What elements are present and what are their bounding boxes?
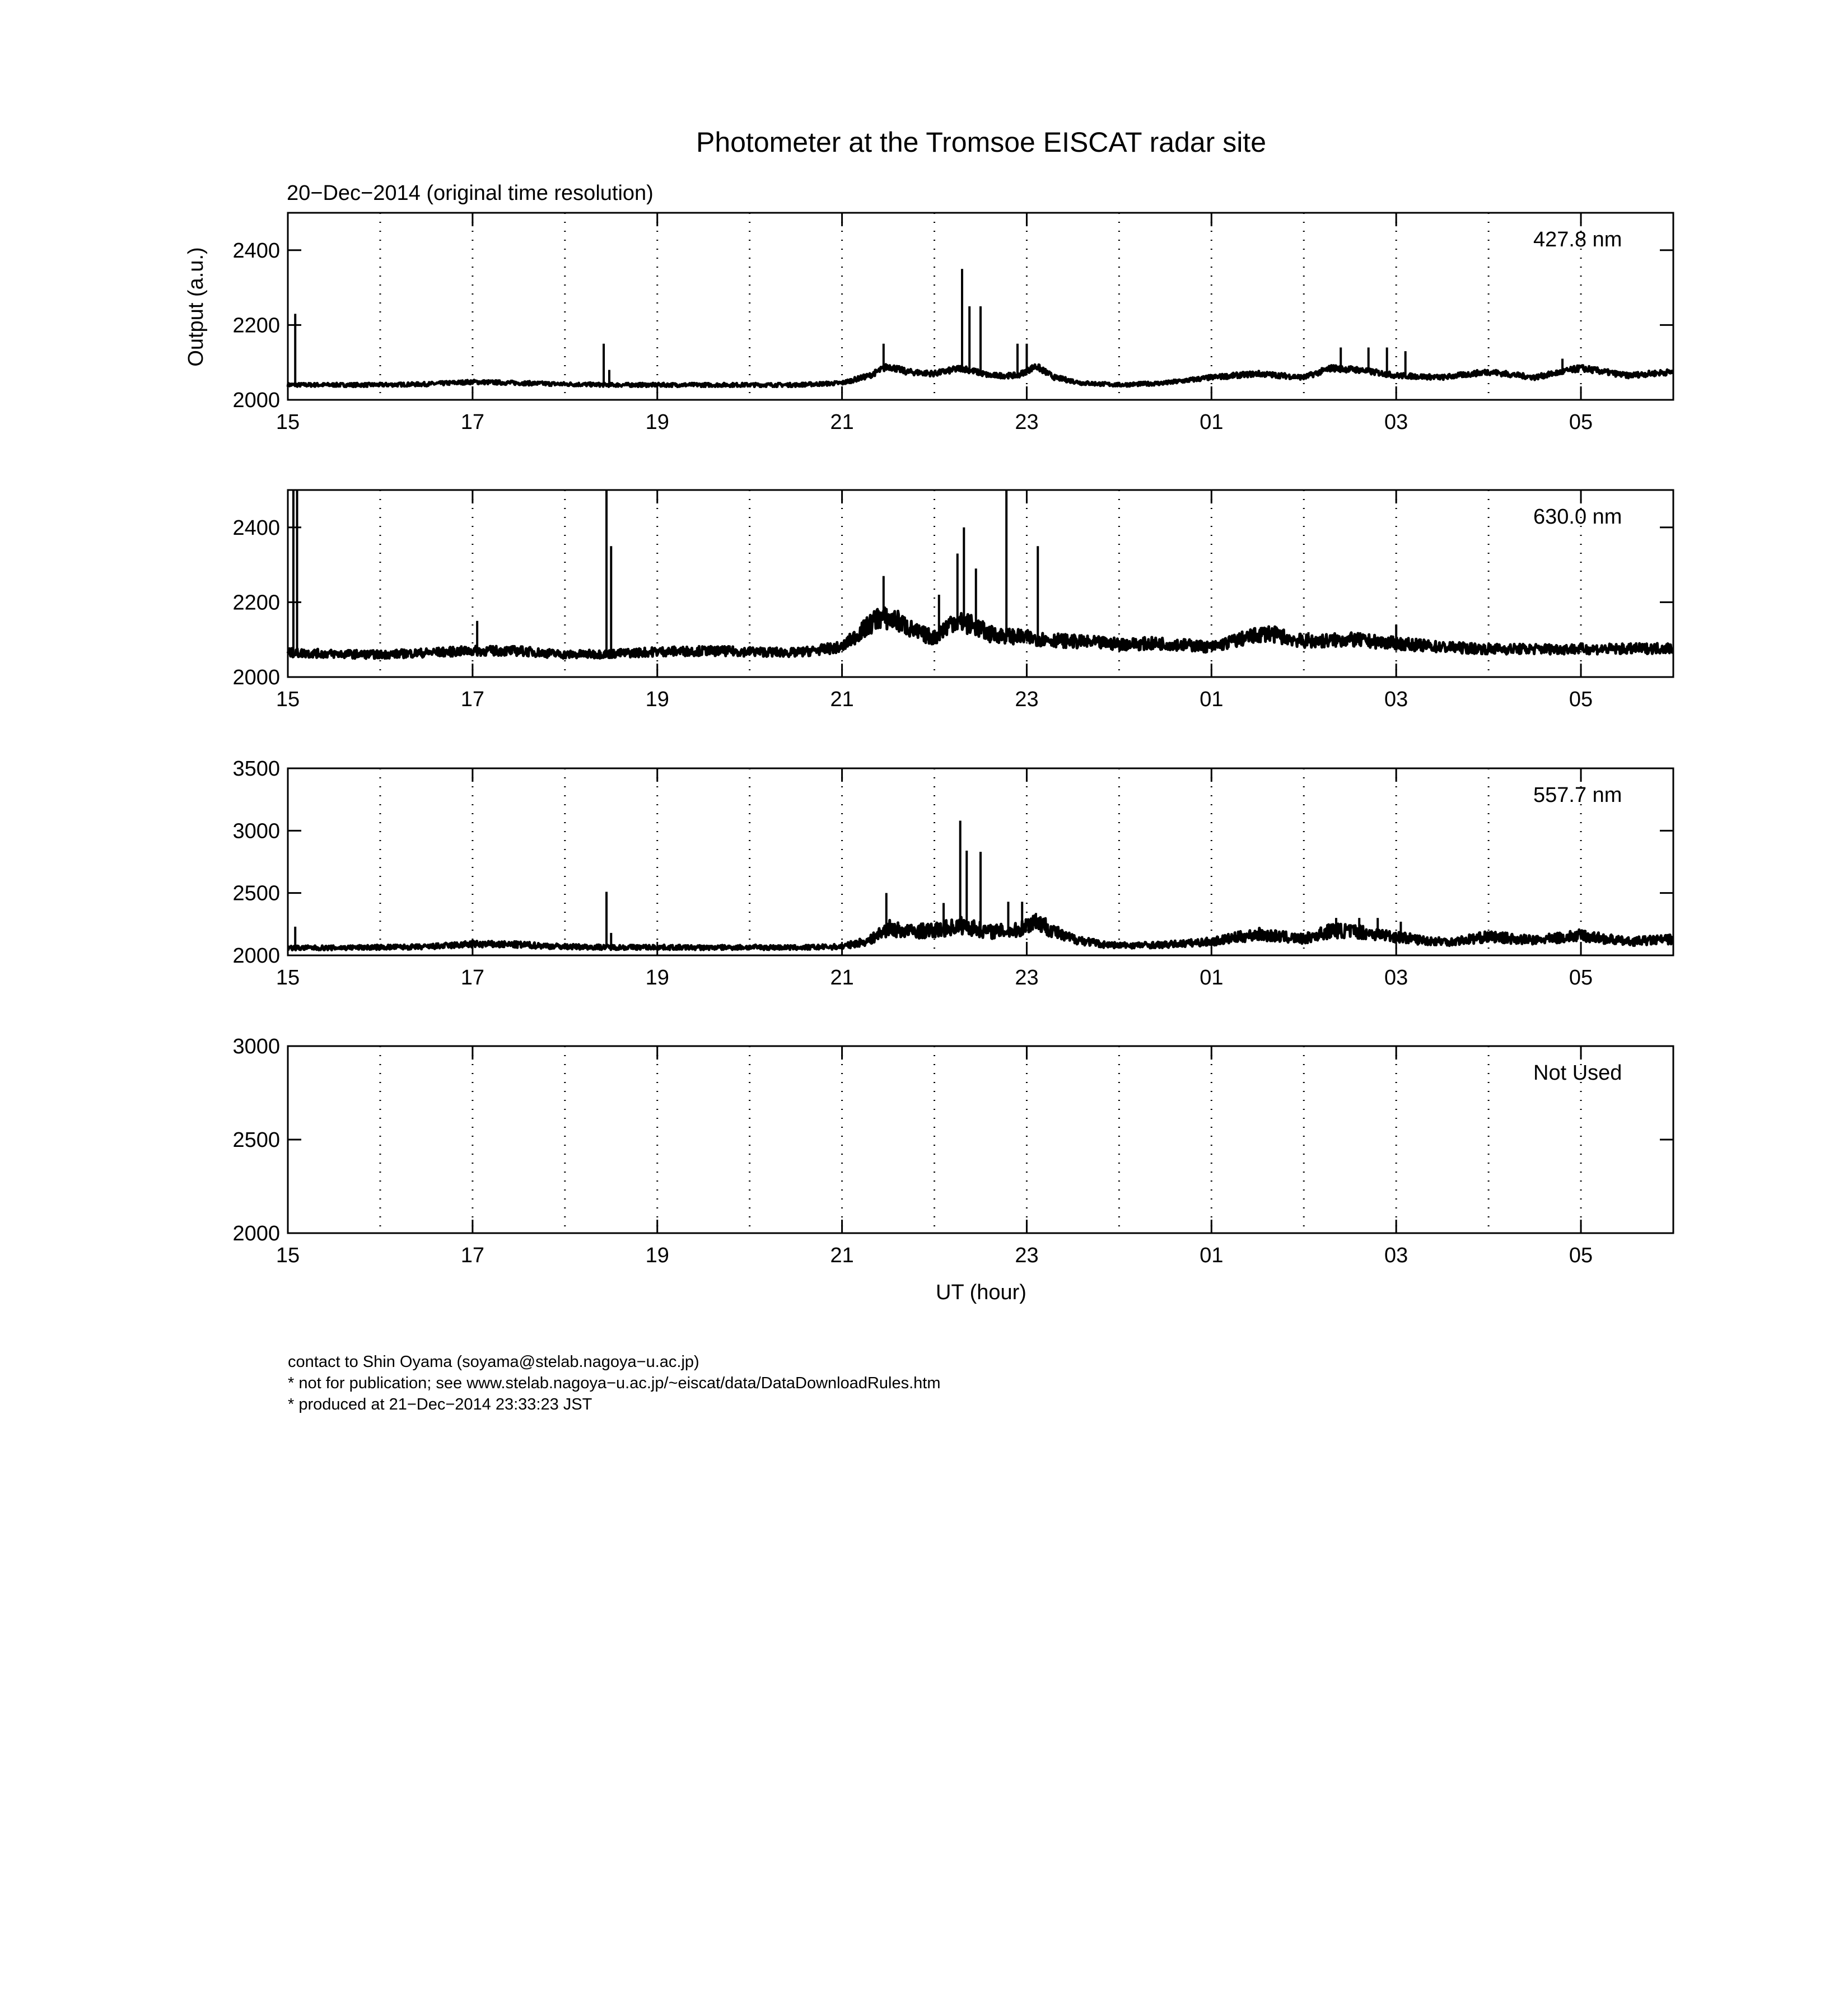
y-tick-label: 2400 bbox=[232, 239, 280, 263]
x-tick-label: 03 bbox=[1384, 966, 1408, 990]
footer-note: * not for publication; see www.stelab.nagoya−u.ac.jp/~eiscat/data/DataDownloadRules.htm bbox=[288, 1374, 941, 1392]
y-tick-label: 3500 bbox=[232, 757, 280, 781]
y-tick-label: 3000 bbox=[232, 1035, 280, 1058]
x-tick-label: 21 bbox=[830, 1244, 854, 1267]
x-tick-label: 05 bbox=[1569, 688, 1593, 711]
x-tick-label: 23 bbox=[1015, 1244, 1039, 1267]
y-tick-label: 2500 bbox=[232, 881, 280, 906]
footer-produced: * produced at 21−Dec−2014 23:33:23 JST bbox=[288, 1396, 592, 1413]
y-tick-label: 2000 bbox=[232, 666, 280, 689]
y-axis-label: Output (a.u.) bbox=[184, 247, 208, 367]
y-tick-label: 2000 bbox=[232, 389, 280, 412]
x-tick-label: 23 bbox=[1015, 688, 1039, 711]
figure-subtitle: 20−Dec−2014 (original time resolution) bbox=[287, 181, 654, 205]
y-tick-label: 2200 bbox=[232, 314, 280, 338]
x-tick-label: 05 bbox=[1569, 1244, 1593, 1267]
x-tick-label: 15 bbox=[276, 688, 300, 711]
x-tick-label: 01 bbox=[1200, 1244, 1224, 1267]
x-tick-label: 17 bbox=[460, 410, 485, 434]
x-tick-label: 01 bbox=[1200, 688, 1224, 711]
y-tick-label: 3000 bbox=[232, 819, 280, 843]
x-tick-label: 19 bbox=[645, 410, 669, 434]
y-tick-label: 2000 bbox=[232, 944, 280, 968]
channel-label: 427.8 nm bbox=[1533, 228, 1622, 251]
x-tick-label: 03 bbox=[1384, 1244, 1408, 1267]
channel-label: Not Used bbox=[1533, 1061, 1622, 1085]
x-tick-label: 17 bbox=[460, 1244, 485, 1267]
x-tick-label: 01 bbox=[1200, 966, 1224, 990]
x-tick-label: 21 bbox=[830, 966, 854, 990]
x-tick-label: 19 bbox=[645, 966, 669, 990]
x-tick-label: 05 bbox=[1569, 410, 1593, 434]
x-tick-label: 17 bbox=[460, 688, 485, 711]
x-tick-label: 03 bbox=[1384, 688, 1408, 711]
x-tick-label: 21 bbox=[830, 410, 854, 434]
y-tick-label: 2500 bbox=[232, 1128, 280, 1152]
x-tick-label: 23 bbox=[1015, 966, 1039, 990]
x-tick-label: 17 bbox=[460, 966, 485, 990]
y-tick-label: 2000 bbox=[232, 1222, 280, 1245]
x-tick-label: 01 bbox=[1200, 410, 1224, 434]
channel-label: 630.0 nm bbox=[1533, 505, 1622, 529]
x-tick-label: 21 bbox=[830, 688, 854, 711]
x-tick-label: 15 bbox=[276, 410, 300, 434]
x-tick-label: 19 bbox=[645, 1244, 669, 1267]
x-axis-label: UT (hour) bbox=[936, 1281, 1026, 1304]
x-tick-label: 19 bbox=[645, 688, 669, 711]
y-tick-label: 2200 bbox=[232, 591, 280, 615]
x-tick-label: 15 bbox=[276, 966, 300, 990]
y-tick-label: 2400 bbox=[232, 516, 280, 540]
x-tick-label: 03 bbox=[1384, 410, 1408, 434]
figure-title: Photometer at the Tromsoe EISCAT radar site bbox=[696, 127, 1267, 158]
x-tick-label: 15 bbox=[276, 1244, 300, 1267]
x-tick-label: 23 bbox=[1015, 410, 1039, 434]
channel-label: 557.7 nm bbox=[1533, 783, 1622, 807]
x-tick-label: 05 bbox=[1569, 966, 1593, 990]
footer-contact: contact to Shin Oyama (soyama@stelab.nagoya−u.ac.jp) bbox=[288, 1353, 699, 1371]
